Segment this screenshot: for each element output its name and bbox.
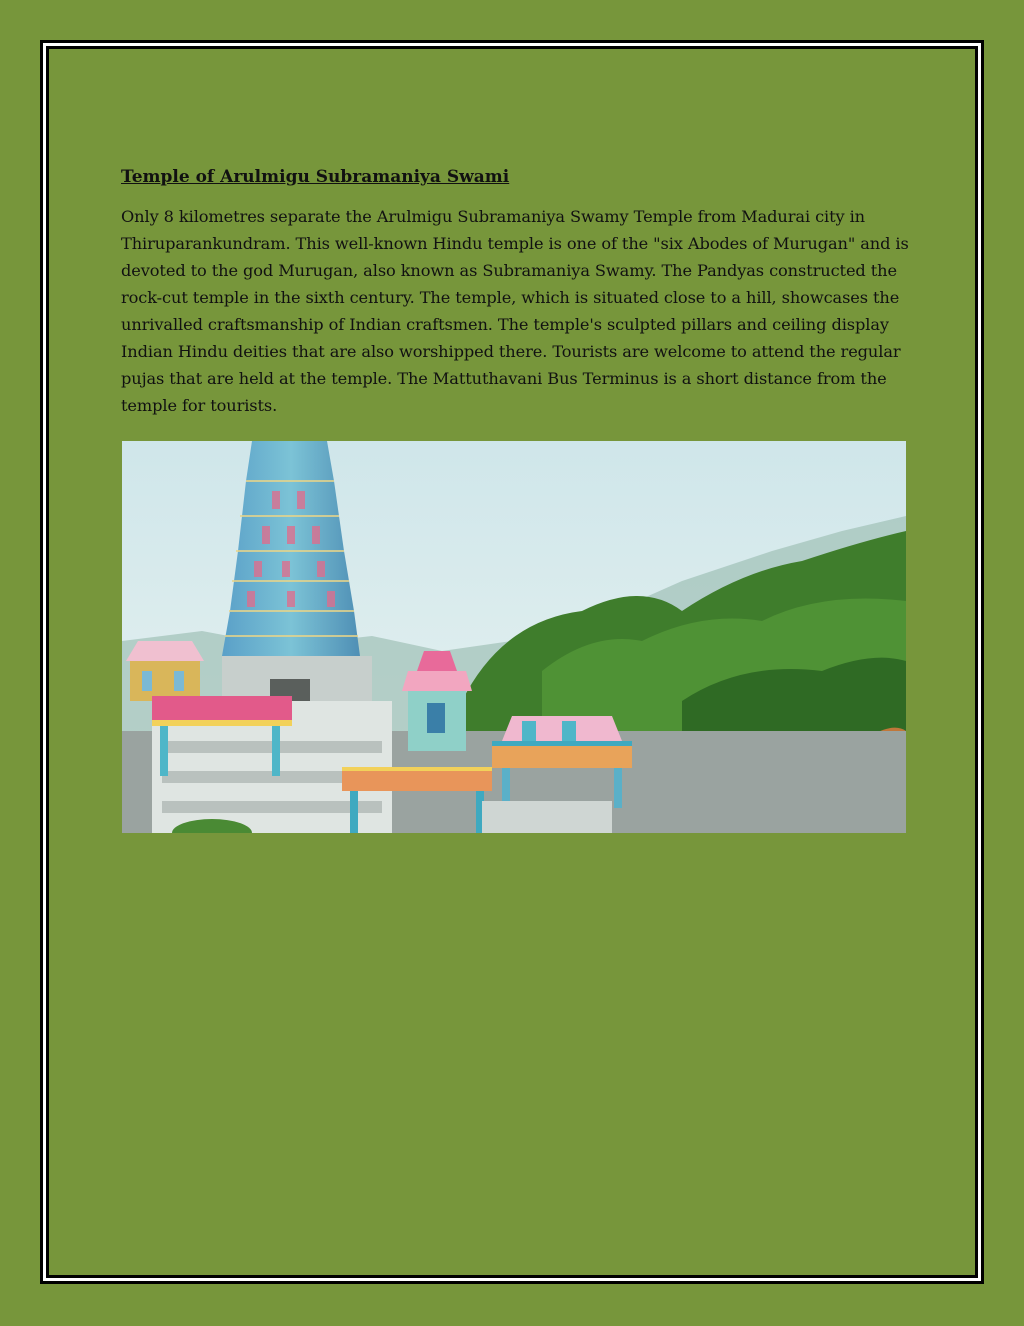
article [121,165,911,419]
article-heading: Temple of Arulmigu Subramaniya Swami [121,167,510,187]
temple-photo [122,441,906,833]
article-body: Only 8 kilometres separate the Arulmigu Subramaniya Swamy Temple from Madurai city in Thiruparankundram. This well-known Hindu temple is one of the "six Abodes of Murugan" and is devoted to the god Murugan, also known as Subramaniya Swamy. The Pandyas constructed the rock-cut temple in the sixth century. The temple, which is situated close to a hill, showcases the unrivalled craftsmanship of Indian craftsmen. The temple's sculpted pillars and ceiling display Indian Hindu deities that are also worshipped there. Tourists are welcome to attend the regular pujas that are held at the temple. The Mattuthavani Bus Terminus is a short distance from the temple for tourists. [121,207,909,415]
